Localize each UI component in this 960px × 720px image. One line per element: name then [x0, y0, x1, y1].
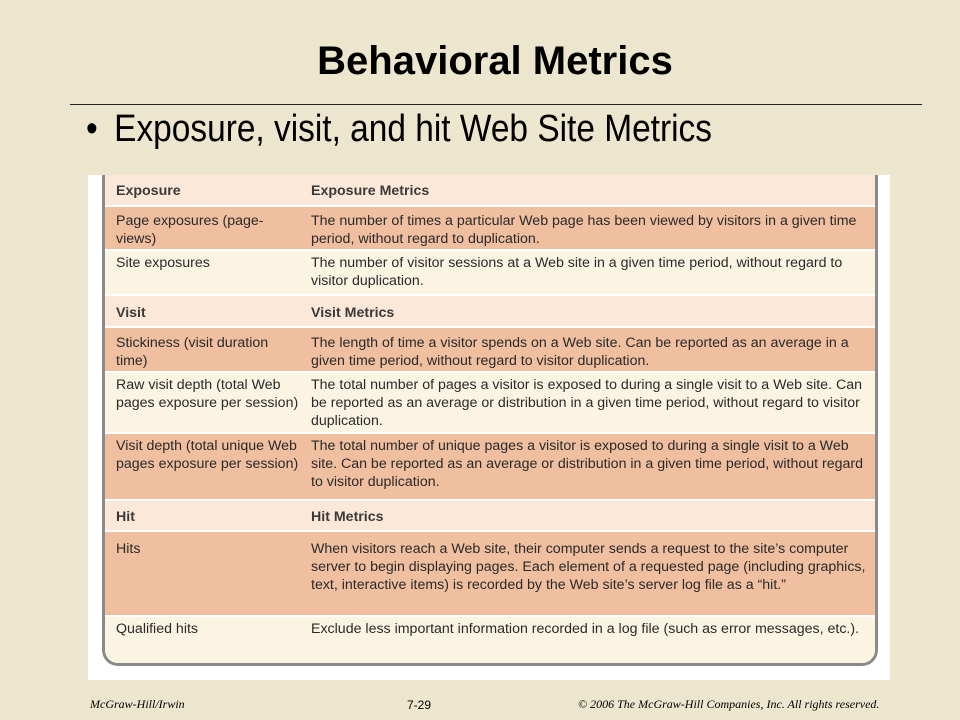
table-cell-description: The number of times a particular Web page has been viewed by visitors in a given time period, without regard to duplication. — [311, 213, 857, 248]
table-section-header — [105, 296, 875, 328]
table-cell-category: Qualified hits — [116, 621, 199, 637]
table-cell-description: The number of visitor sessions at a Web site in a given time period, without regard to visitor duplication. — [311, 255, 843, 290]
bullet-point — [86, 106, 825, 152]
footer-page-number: 7-29 — [407, 698, 432, 712]
bullet-text: Exposure, visit, and hit Web Site Metrics — [114, 108, 712, 150]
table-row — [105, 251, 875, 296]
table-row — [105, 532, 875, 617]
table-row — [105, 617, 875, 663]
bullet-glyph: • — [86, 108, 98, 150]
table-cell-category: Exposure — [116, 183, 181, 199]
table-row — [105, 373, 875, 434]
table-cell-description: The length of time a visitor spends on a Web site. Can be reported as an average in a given time period, without regard to visitor duplication. — [311, 335, 849, 370]
table-section-header — [105, 501, 875, 532]
footer-publisher: McGraw-Hill/Irwin — [90, 697, 185, 711]
table-section-header — [105, 175, 875, 207]
table-cell-description: When visitors reach a Web site, their computer sends a request to the site’s computer server to begin displaying pages. Each element of a requested page (including graphics, text, interactive items) is recorded by the Web site’s server log file as a “hit.” — [311, 541, 866, 594]
table-row — [105, 207, 875, 251]
table-cell-description: Exposure Metrics — [311, 183, 430, 199]
table-cell-description: The total number of pages a visitor is exposed to during a single visit to a Web site. Can be reported as an average or distribution in a given time period, without regard to visitor duplication. — [311, 377, 862, 430]
table-row — [105, 328, 875, 373]
table-cell-description: Exclude less important information recorded in a log file (such as error messages, etc.). — [311, 621, 860, 637]
table-row — [105, 434, 875, 501]
title-divider — [70, 104, 922, 105]
table-cell-category: Hits — [116, 541, 141, 557]
slide-title: Behavioral Metrics — [317, 39, 673, 83]
table-cell-category: Hit — [116, 509, 135, 525]
table-cell-category: Visit — [116, 305, 146, 321]
table-cell-description: Hit Metrics — [311, 509, 384, 525]
table-cell-category: Site exposures — [116, 255, 210, 271]
table-cell-description: Visit Metrics — [311, 305, 395, 321]
metrics-table-figure — [88, 175, 890, 680]
table-cell-description: The total number of unique pages a visitor is exposed to during a single visit to a Web site. Can be reported as an average or distribution in a given time period, without regard to visitor duplication. — [311, 438, 864, 491]
table-cell-category: Raw visit depth (total Web pages exposure per session) — [116, 377, 299, 412]
metrics-table — [102, 175, 878, 666]
table-cell-category: Visit depth (total unique Web pages exposure per session) — [116, 438, 299, 473]
footer-copyright: © 2006 The McGraw-Hill Companies, Inc. All rights reserved. — [578, 697, 880, 711]
table-cell-category: Page exposures (page-views) — [116, 213, 264, 248]
table-cell-category: Stickiness (visit duration time) — [116, 335, 269, 370]
